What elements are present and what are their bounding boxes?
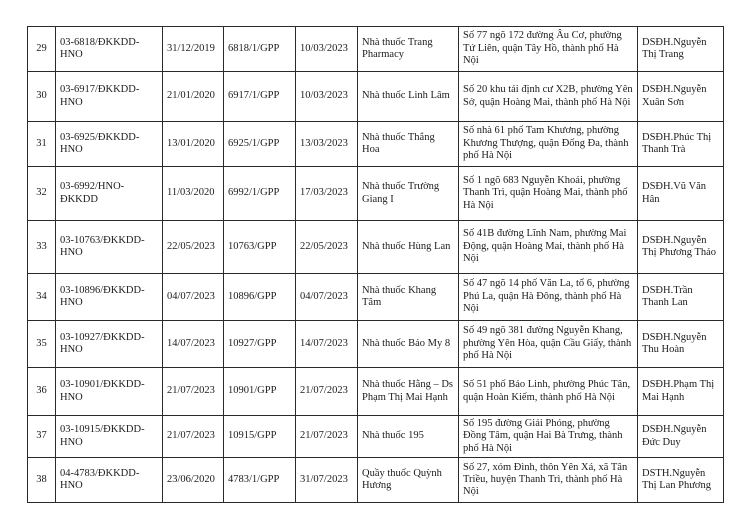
gpp-number-cell: 10896/GPP xyxy=(224,274,296,321)
address-cell: Số 47 ngõ 14 phố Văn La, tổ 6, phường Phú La, quận Hà Đông, thành phố Hà Nội xyxy=(459,274,638,321)
gpp-number-cell: 10763/GPP xyxy=(224,221,296,274)
table-row xyxy=(28,27,724,72)
registration-date-cell: 11/03/2020 xyxy=(163,167,224,221)
pharmacy-name-cell: Nhà thuốc Trang Pharmacy xyxy=(358,27,459,72)
registration-code-cell: 03-6925/ĐKKDD-HNO xyxy=(56,122,163,167)
pharmacist-cell: DSĐH.Phạm Thị Mai Hạnh xyxy=(638,368,724,416)
address-cell: Số 27, xóm Đình, thôn Yên Xá, xã Tân Triều, huyện Thanh Trì, thành phố Hà Nội xyxy=(459,458,638,503)
registration-code-cell: 03-10915/ĐKKDD-HNO xyxy=(56,416,163,458)
table-body xyxy=(28,27,724,503)
registration-date-cell: 14/07/2023 xyxy=(163,321,224,368)
pharmacy-name-cell: Nhà thuốc Hùng Lan xyxy=(358,221,459,274)
pharmacist-cell: DSĐH.Nguyễn Thị Phương Thảo xyxy=(638,221,724,274)
pharmacist-cell: DSĐH.Nguyễn Thu Hoàn xyxy=(638,321,724,368)
pharmacy-name-cell: Nhà thuốc Khang Tâm xyxy=(358,274,459,321)
gpp-number-cell: 10915/GPP xyxy=(224,416,296,458)
row-number-cell: 37 xyxy=(28,416,56,458)
registration-date-cell: 21/07/2023 xyxy=(163,416,224,458)
address-cell: Số 77 ngõ 172 đường Âu Cơ, phường Tứ Liên, quận Tây Hồ, thành phố Hà Nội xyxy=(459,27,638,72)
row-number-cell: 38 xyxy=(28,458,56,503)
row-number-cell: 31 xyxy=(28,122,56,167)
pharmacy-name-cell: Nhà thuốc Linh Lâm xyxy=(358,72,459,122)
pharmacy-name-cell: Nhà thuốc Bảo My 8 xyxy=(358,321,459,368)
pharmacy-name-cell: Nhà thuốc Hằng – Ds Phạm Thị Mai Hạnh xyxy=(358,368,459,416)
gpp-date-cell: 21/07/2023 xyxy=(296,416,358,458)
gpp-date-cell: 10/03/2023 xyxy=(296,27,358,72)
address-cell: Số nhà 61 phố Tam Khương, phường Khương Thượng, quận Đống Đa, thành phố Hà Nội xyxy=(459,122,638,167)
pharmacy-registry-table xyxy=(27,26,724,503)
address-cell: Số 1 ngõ 683 Nguyễn Khoái, phường Thanh Trì, quận Hoàng Mai, thành phố Hà Nội xyxy=(459,167,638,221)
pharmacy-name-cell: Quầy thuốc Quỳnh Hương xyxy=(358,458,459,503)
gpp-date-cell: 21/07/2023 xyxy=(296,368,358,416)
table-row xyxy=(28,221,724,274)
gpp-date-cell: 13/03/2023 xyxy=(296,122,358,167)
pharmacist-cell: DSĐH.Phúc Thị Thanh Trà xyxy=(638,122,724,167)
row-number-cell: 30 xyxy=(28,72,56,122)
table-row xyxy=(28,416,724,458)
registration-code-cell: 03-6818/ĐKKDD-HNO xyxy=(56,27,163,72)
gpp-number-cell: 6992/1/GPP xyxy=(224,167,296,221)
address-cell: Số 41B đường Lĩnh Nam, phường Mai Động, quận Hoàng Mai, thành phố Hà Nội xyxy=(459,221,638,274)
registration-code-cell: 03-10763/ĐKKDD-HNO xyxy=(56,221,163,274)
registration-date-cell: 31/12/2019 xyxy=(163,27,224,72)
pharmacist-cell: DSĐH.Nguyễn Xuân Sơn xyxy=(638,72,724,122)
row-number-cell: 29 xyxy=(28,27,56,72)
gpp-number-cell: 6925/1/GPP xyxy=(224,122,296,167)
address-cell: Số 195 đường Giải Phóng, phường Đồng Tâm, quận Hai Bà Trưng, thành phố Hà Nội xyxy=(459,416,638,458)
gpp-date-cell: 04/07/2023 xyxy=(296,274,358,321)
row-number-cell: 32 xyxy=(28,167,56,221)
table-row xyxy=(28,72,724,122)
gpp-date-cell: 14/07/2023 xyxy=(296,321,358,368)
gpp-number-cell: 6818/1/GPP xyxy=(224,27,296,72)
pharmacist-cell: DSĐH.Trần Thanh Lan xyxy=(638,274,724,321)
address-cell: Số 49 ngõ 381 đường Nguyễn Khang, phường Yên Hòa, quận Cầu Giấy, thành phố Hà Nội xyxy=(459,321,638,368)
gpp-date-cell: 17/03/2023 xyxy=(296,167,358,221)
registration-date-cell: 13/01/2020 xyxy=(163,122,224,167)
registration-date-cell: 22/05/2023 xyxy=(163,221,224,274)
row-number-cell: 36 xyxy=(28,368,56,416)
gpp-date-cell: 10/03/2023 xyxy=(296,72,358,122)
pharmacy-name-cell: Nhà thuốc Thắng Hoa xyxy=(358,122,459,167)
gpp-number-cell: 6917/1/GPP xyxy=(224,72,296,122)
address-cell: Số 20 khu tái định cư X2B, phường Yên Sở, quận Hoàng Mai, thành phố Hà Nội xyxy=(459,72,638,122)
gpp-number-cell: 4783/1/GPP xyxy=(224,458,296,503)
address-cell: Số 51 phố Bảo Linh, phường Phúc Tân, quận Hoàn Kiếm, thành phố Hà Nội xyxy=(459,368,638,416)
gpp-date-cell: 31/07/2023 xyxy=(296,458,358,503)
row-number-cell: 35 xyxy=(28,321,56,368)
registration-code-cell: 04-4783/ĐKKDD-HNO xyxy=(56,458,163,503)
table-row xyxy=(28,122,724,167)
table-row xyxy=(28,167,724,221)
row-number-cell: 33 xyxy=(28,221,56,274)
table-row xyxy=(28,274,724,321)
table-row xyxy=(28,321,724,368)
registration-code-cell: 03-10927/ĐKKDD-HNO xyxy=(56,321,163,368)
registration-date-cell: 23/06/2020 xyxy=(163,458,224,503)
gpp-number-cell: 10901/GPP xyxy=(224,368,296,416)
pharmacist-cell: DSĐH.Nguyễn Thị Trang xyxy=(638,27,724,72)
pharmacy-name-cell: Nhà thuốc 195 xyxy=(358,416,459,458)
registration-date-cell: 21/07/2023 xyxy=(163,368,224,416)
registration-code-cell: 03-6992/HNO-ĐKKDD xyxy=(56,167,163,221)
gpp-number-cell: 10927/GPP xyxy=(224,321,296,368)
pharmacy-name-cell: Nhà thuốc Trường Giang I xyxy=(358,167,459,221)
pharmacist-cell: DSĐH.Nguyễn Đức Duy xyxy=(638,416,724,458)
registration-code-cell: 03-6917/ĐKKDD-HNO xyxy=(56,72,163,122)
gpp-date-cell: 22/05/2023 xyxy=(296,221,358,274)
registration-date-cell: 21/01/2020 xyxy=(163,72,224,122)
row-number-cell: 34 xyxy=(28,274,56,321)
pharmacist-cell: DSĐH.Vũ Văn Hân xyxy=(638,167,724,221)
table-row xyxy=(28,458,724,503)
pharmacist-cell: DSTH.Nguyễn Thị Lan Phương xyxy=(638,458,724,503)
registration-code-cell: 03-10896/ĐKKDD-HNO xyxy=(56,274,163,321)
registration-date-cell: 04/07/2023 xyxy=(163,274,224,321)
table-row xyxy=(28,368,724,416)
registration-code-cell: 03-10901/ĐKKDD-HNO xyxy=(56,368,163,416)
